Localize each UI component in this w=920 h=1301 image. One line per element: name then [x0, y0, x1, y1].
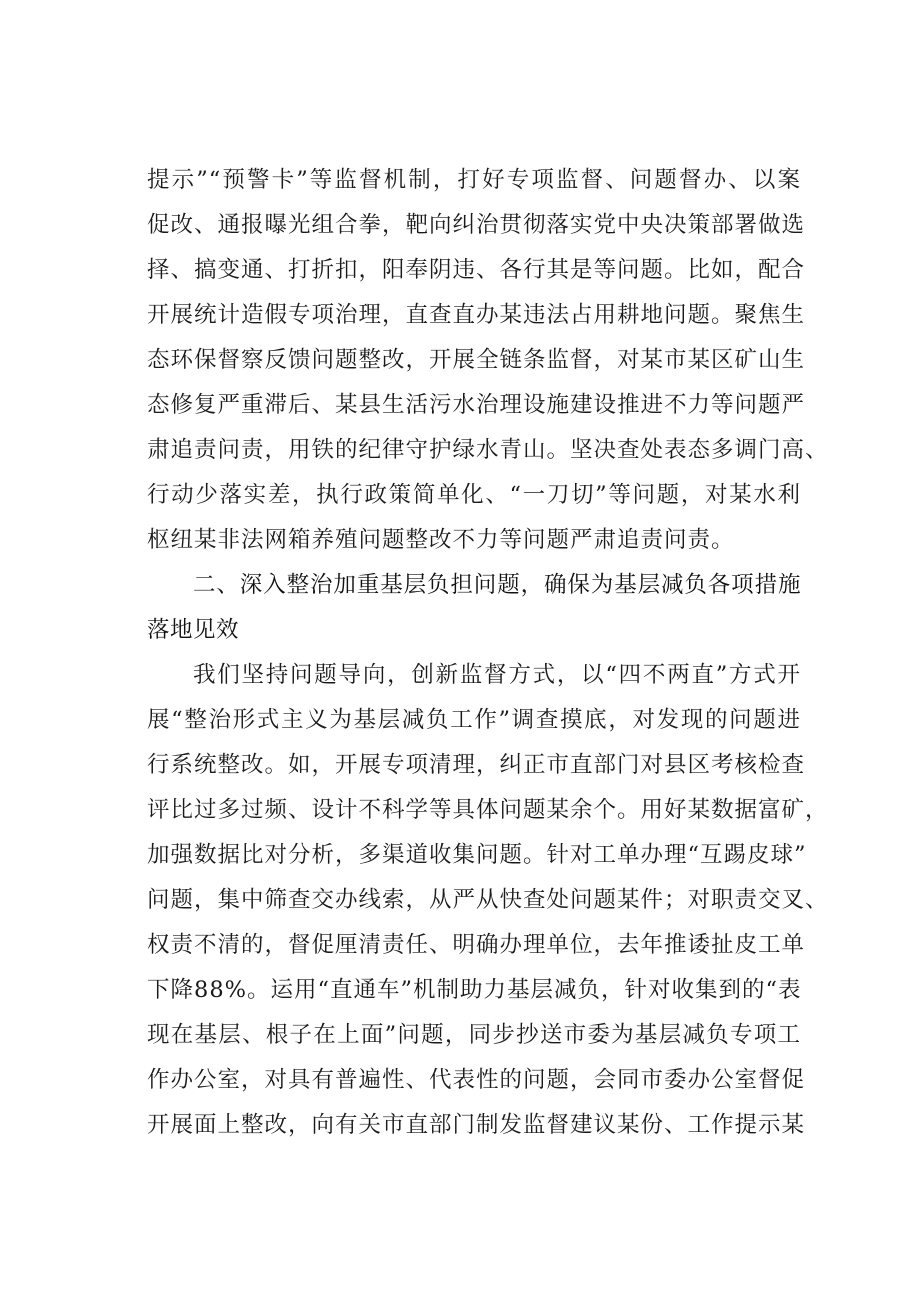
text-line: 态环保督察反馈问题整改，开展全链条监督，对某市某区矿山生 — [147, 347, 806, 373]
text-line: 我们坚持问题导向，创新监督方式，以“四不两直”方式开 — [193, 662, 801, 688]
text-line: 行动少落实差，执行政策简单化、“一刀切”等问题，对某水利 — [147, 482, 801, 508]
text-line: 行系统整改。如，开展专项清理，纠正市直部门对县区考核检查 — [147, 752, 806, 778]
text-line: 展“整治形式主义为基层减负工作”调查摸底，对发现的问题进 — [147, 707, 801, 733]
text-line: 态修复严重滞后、某县生活污水治理设施建设推进不力等问题严 — [147, 392, 806, 418]
text-line: 下降88%。运用“直通车”机制助力基层减负，针对收集到的“表 — [147, 977, 802, 1003]
text-line: 现在基层、根子在上面”问题，同步抄送市委为基层减负专项工 — [147, 1022, 801, 1048]
text-line: 问题，集中筛查交办线索，从严从快查处问题某件；对职责交叉、 — [147, 887, 829, 913]
text-line: 评比过多过频、设计不科学等具体问题某余个。用好某数据富矿， — [147, 797, 829, 823]
text-line: 肃追责问责，用铁的纪律守护绿水青山。坚决查处表态多调门高、 — [147, 437, 829, 463]
heading-line: 二、深入整治加重基层负担问题，确保为基层减负各项措施 — [193, 572, 801, 598]
section-heading-2 — [147, 563, 801, 653]
paragraph-1 — [147, 158, 829, 563]
text-line: 开展面上整改，向有关市直部门制发监督建议某份、工作提示某 — [147, 1112, 806, 1138]
heading-line: 落地见效 — [147, 617, 240, 643]
text-line: 枢纽某非法网箱养殖问题整改不力等问题严肃追责问责。 — [147, 527, 735, 553]
paragraph-2 — [147, 653, 829, 1148]
text-line: 提示”“预警卡”等监督机制，打好专项监督、问题督办、以案 — [147, 167, 801, 193]
text-line: 开展统计造假专项治理，直查直办某违法占用耕地问题。聚焦生 — [147, 302, 806, 328]
text-line: 促改、通报曝光组合拳，靶向纠治贯彻落实党中央决策部署做选 — [147, 212, 806, 238]
text-line: 权责不清的，督促厘清责任、明确办理单位，去年推诿扯皮工单 — [147, 932, 806, 958]
text-line: 加强数据比对分析，多渠道收集问题。针对工单办理“互踢皮球” — [147, 842, 807, 868]
text-line: 择、搞变通、打折扣，阳奉阴违、各行其是等问题。比如，配合 — [147, 257, 806, 283]
text-line: 作办公室，对具有普遍性、代表性的问题，会同市委办公室督促 — [147, 1067, 806, 1093]
